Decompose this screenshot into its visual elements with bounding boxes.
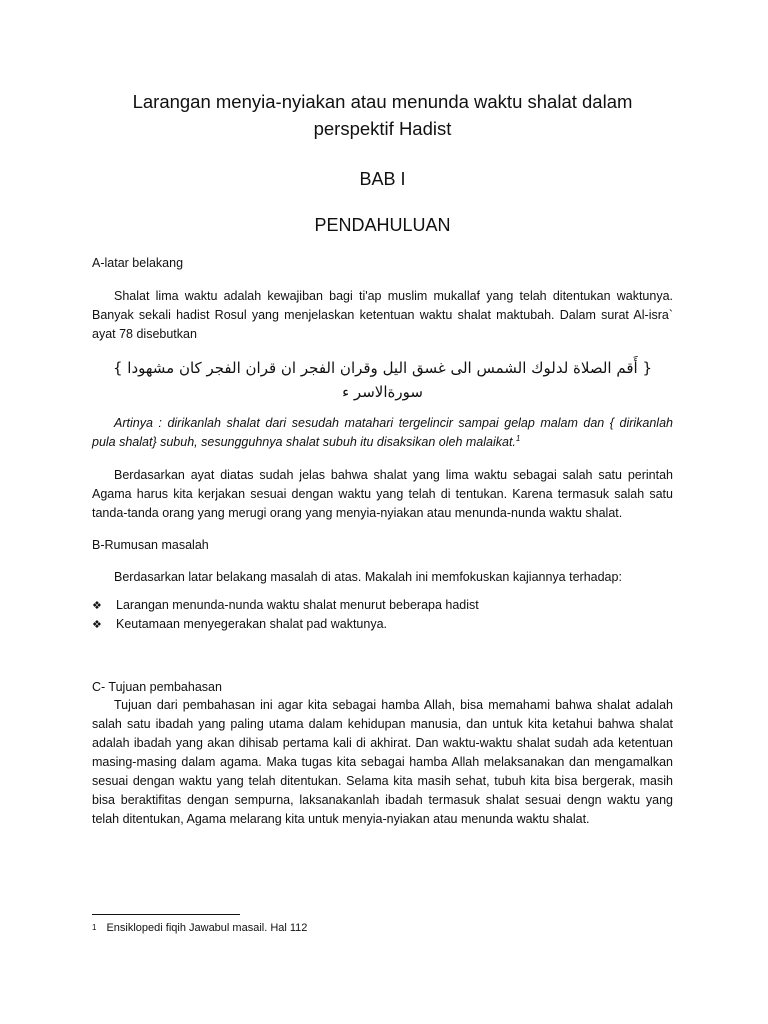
diamond-bullet-icon: ❖ <box>92 619 102 631</box>
footnote-number: 1 <box>92 923 97 932</box>
arabic-verse: { أَقم الصلاة لدلوك الشمس الى غسق اليل وقران الفجر ان قران الفجر كان مشهودا } سورةالاسر ء <box>112 359 653 401</box>
verse-translation-text: Artinya : dirikanlah shalat dari sesudah matahari tergelincir sampai gelap malam dan { dirikanlah pula shalat} subuh, sesungguhnya shalat subuh itu disaksikan oleh malaikat. <box>92 416 673 449</box>
problem-list <box>92 596 673 634</box>
section-a-heading: A-latar belakang <box>92 256 184 270</box>
list-item <box>92 615 673 634</box>
document-title-line2: perspektif Hadist <box>313 118 452 139</box>
list-item <box>92 596 673 615</box>
chapter-title: PENDAHULUAN <box>314 215 451 235</box>
section-a-paragraph2: Berdasarkan ayat diatas sudah jelas bahwa shalat yang lima waktu sebagai salah satu perintah Agama harus kita kerjakan sesuai dengan waktu yang telah di tentukan. Karena termasuk salah satu tanda-tanda orang yang merugi orang yang menyia-nyiakan atau menunda-nunda waktu shalat. <box>92 468 673 520</box>
diamond-bullet-icon: ❖ <box>92 600 102 612</box>
section-b-heading: B-Rumusan masalah <box>92 538 209 552</box>
section-c-heading: C- Tujuan pembahasan <box>92 680 222 694</box>
list-item-text: Keutamaan menyegerakan shalat pad waktunya. <box>116 617 388 631</box>
section-c-paragraph: Tujuan dari pembahasan ini agar kita sebagai hamba Allah, bisa memahami bahwa shalat adalah salah satu ibadah yang paling utama dalam kehidupan manusia, dan untuk kita ketahui bahwa shalat adalah ibadah yang akan dihisab pertama kali di akhirat. Dan waktu-waktu shalat sudah ada ketentuan masing-masing dalam agama. Maka tugas kita sebagai hamba Allah melaksanakan dan mengamalkan sesuai dengan waktu yang telah ditentukan. Selama kita masih sehat, tubuh kita bisa bergerak, masih bisa beraktifitas dengan sempurna, laksanakanlah ibadah termasuk shalat sesuai dengn waktu yang telah ditentukan, Agama melarang kita untuk menyia-nyiakan atau menunda waktu shalat. <box>92 698 673 826</box>
document-title <box>92 88 673 142</box>
footnote-ref: 1 <box>515 433 521 443</box>
footnote-text: Ensiklopedi fiqih Jawabul masail. Hal 112 <box>106 922 308 934</box>
section-b-paragraph: Berdasarkan latar belakang masalah di atas. Makalah ini memfokuskan kajiannya terhadap: <box>114 570 622 584</box>
verse-translation <box>92 414 673 452</box>
footnote <box>92 920 307 936</box>
footnote-separator <box>92 914 240 915</box>
section-a-paragraph1: Shalat lima waktu adalah kewajiban bagi ti'ap muslim mukallaf yang telah ditentukan waktunya. Banyak sekali hadist Rosul yang menjelaskan ketentuan waktu shalat maktubah. Dalam surat Al-isra` ayat 78 disebutkan <box>92 289 673 341</box>
chapter-number: BAB I <box>359 169 406 189</box>
document-title-line1: Larangan menyia-nyiakan atau menunda waktu shalat dalam <box>132 91 633 112</box>
document-body <box>92 88 673 829</box>
list-item-text: Larangan menunda-nunda waktu shalat menurut beberapa hadist <box>116 598 479 612</box>
